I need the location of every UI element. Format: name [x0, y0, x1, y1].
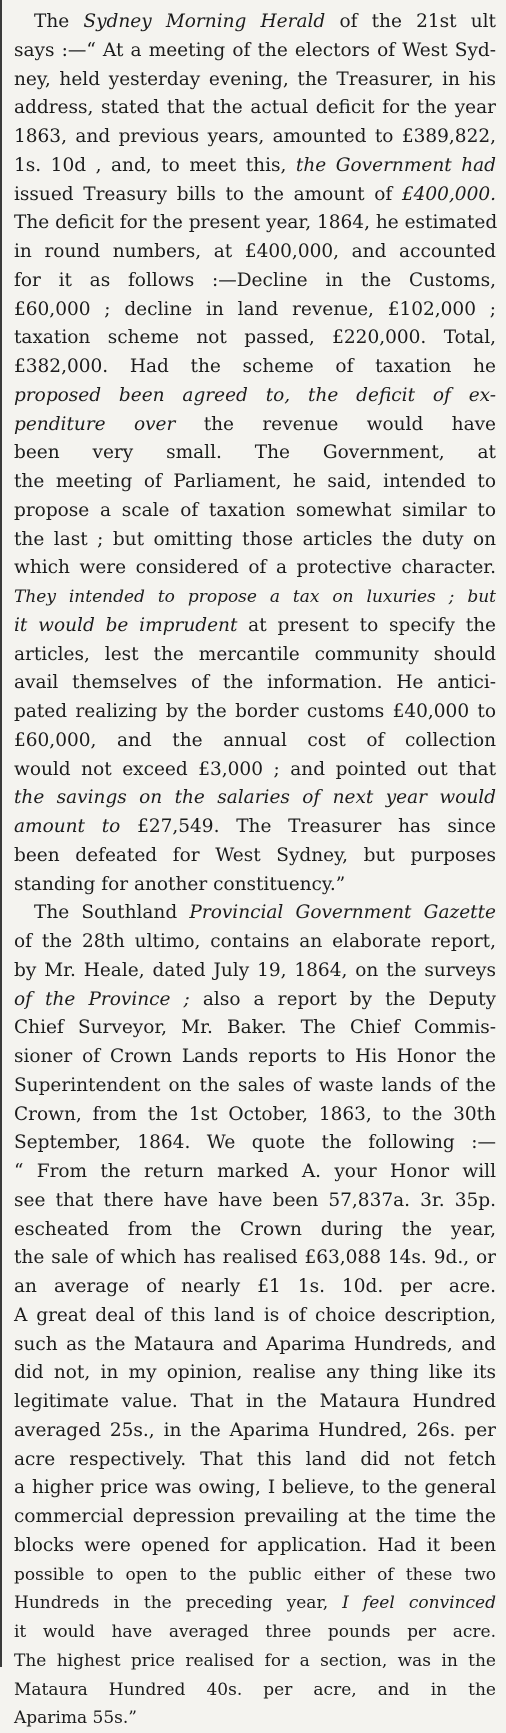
text-line [14, 1703, 496, 1733]
text-run: would not exceed £3,000 ; and pointed out that [14, 758, 496, 780]
text-run: of the 28th ultimo, contains an elaborate report, [14, 931, 496, 952]
text-line [14, 180, 496, 210]
text-run: commercial depression prevailing at the time the [14, 1506, 496, 1527]
text-run: did not, in my opinion, realise any thing like its [14, 1362, 496, 1384]
italic-text: penditure over [14, 413, 176, 435]
text-line [14, 1128, 496, 1158]
text-run: Hundreds in the preceding year, [14, 1593, 343, 1614]
text-run: propose a scale of taxation somewhat similar to [14, 499, 496, 521]
text-run: address, stated that the actual deficit for the year [14, 97, 496, 119]
text-run: standing for another constituency.” [14, 873, 346, 895]
text-line [14, 266, 496, 296]
text-line [14, 927, 496, 957]
text-line [14, 122, 496, 152]
text-line [14, 496, 496, 526]
text-line [14, 1588, 496, 1618]
text-run: The deficit for the present year, 1864, he estimated [14, 212, 498, 234]
italic-text: amount to [14, 816, 121, 837]
text-line [14, 640, 496, 670]
text-run: “ From the return marked A. your Honor will [14, 1161, 496, 1182]
italic-text: proposed been agreed to, the deficit of ex- [14, 384, 496, 406]
text-run: for it as follows :—Decline in the Customs, [14, 269, 496, 291]
text-run: £60,000, and the annual cost of collection [14, 729, 496, 751]
italic-text: the Government had [295, 154, 496, 176]
text-line [14, 1358, 496, 1388]
text-line [14, 410, 496, 440]
text-line [14, 1272, 496, 1302]
text-run: see that there have have been 57,837a. 3r. 35p. [14, 1189, 496, 1211]
text-line [14, 1473, 496, 1503]
text-run: the meeting of Parliament, he said, intended to [14, 471, 496, 492]
text-run: averaged 25s., in the Aparima Hundred, 26s. per [14, 1419, 496, 1441]
text-run: the sale of which has realised £63,088 14s. 9d., or [14, 1247, 496, 1269]
text-line [14, 985, 496, 1015]
text-run: Superintendent on the sales of waste lands of the [14, 1074, 496, 1096]
text-line [14, 553, 496, 583]
text-line [14, 65, 496, 95]
text-run: Aparima 55s.” [14, 1708, 137, 1729]
text-line [14, 352, 496, 382]
text-line [14, 467, 496, 497]
text-line [14, 1186, 496, 1216]
text-run: 1s. 10d , and, to meet this, [14, 154, 296, 176]
text-run: Chief Surveyor, Mr. Baker. The Chief Commis- [14, 1017, 496, 1039]
text-line [14, 1502, 496, 1532]
text-run: possible to open to the public either of these two [14, 1564, 496, 1585]
text-run: avail themselves of the information. He antici- [14, 672, 496, 694]
text-run: an average of nearly £1 1s. 10d. per acre. [14, 1276, 496, 1297]
text-line [14, 93, 496, 123]
text-run: ney, held yesterday evening, the Treasurer, in his [14, 68, 496, 90]
text-run: says :—“ At a meeting of the electors of West Syd- [14, 39, 496, 61]
text-run: The Southland [34, 902, 190, 924]
text-line [14, 1042, 496, 1072]
text-line [14, 438, 496, 468]
text-line [14, 151, 496, 181]
text-line [14, 1416, 496, 1446]
text-line [14, 668, 496, 698]
text-run: acre respectively. That this land did not fetch [14, 1448, 496, 1470]
text-run: of the 21st ult [325, 11, 496, 32]
text-run: articles, lest the mercantile community should [14, 643, 496, 665]
text-line [14, 783, 496, 813]
text-line [14, 697, 496, 727]
article-column [14, 0, 498, 1729]
text-run: blocks were opened for application. Had it been [14, 1534, 496, 1556]
italic-text: Sydney Morning Herald [83, 11, 326, 32]
text-run: the revenue would have [175, 413, 496, 435]
text-line [14, 36, 496, 66]
text-run: £382,000. Had the scheme of taxation he [14, 356, 496, 377]
text-line [14, 1215, 496, 1245]
text-run: by Mr. Heale, dated July 19, 1864, on the surveys [14, 959, 496, 981]
text-run: in round numbers, at £400,000, and accounted [14, 241, 496, 262]
text-run: £60,000 ; decline in land revenue, £102,000 ; [14, 298, 496, 320]
text-run: A great deal of this land is of choice description, [14, 1304, 496, 1326]
text-run: £27,549. The Treasurer has since [120, 816, 496, 837]
text-line [14, 1531, 496, 1561]
text-line [14, 237, 496, 267]
text-run: Mataura Hundred 40s. per acre, and in the [14, 1679, 496, 1700]
text-line [14, 582, 496, 612]
text-line [14, 1646, 496, 1676]
text-run: taxation scheme not passed, £220,000. Total, [14, 327, 496, 349]
text-line [14, 841, 496, 871]
text-line [14, 898, 496, 928]
text-run: Crown, from the 1st October, 1863, to the 30th [14, 1103, 496, 1125]
text-line [14, 870, 496, 900]
text-run: been defeated for West Sydney, but purposes [14, 844, 496, 866]
column-rule [0, 0, 2, 1667]
text-run: which were considered of a protective character. [14, 557, 496, 579]
text-line [14, 1387, 496, 1417]
text-line [14, 381, 496, 411]
text-line [14, 611, 496, 641]
text-line [14, 956, 496, 986]
text-run: sioner of Crown Lands reports to His Honor the [14, 1046, 496, 1067]
text-line [14, 1675, 496, 1705]
text-run: escheated from the Crown during the year, [14, 1218, 496, 1240]
italic-text: of the Province ; [14, 988, 190, 1010]
text-line [14, 1013, 496, 1043]
text-line [14, 1560, 496, 1590]
text-line [14, 1445, 496, 1475]
text-run: pated realizing by the border customs £40,000 to [14, 701, 496, 722]
text-line [14, 1330, 496, 1360]
text-run: been very small. The Government, at [14, 442, 496, 464]
text-line [14, 208, 496, 238]
text-line [14, 755, 496, 785]
text-line [14, 812, 496, 842]
text-run: The [34, 11, 84, 32]
text-run: legitimate value. That in the Mataura Hundred [14, 1391, 496, 1412]
text-run: a higher price was owing, I believe, to the general [14, 1477, 496, 1499]
italic-text: Provincial Government Gazette [189, 902, 496, 924]
text-run: it would have averaged three pounds per acre. [14, 1622, 496, 1642]
italic-text: I feel convinced [342, 1593, 496, 1614]
text-line [14, 726, 496, 756]
text-line [14, 323, 496, 353]
text-run: 1863, and previous years, amounted to £389,822, [14, 126, 496, 147]
text-run: September, 1864. We quote the following :— [14, 1132, 496, 1154]
text-line [14, 1157, 496, 1187]
text-run: the last ; but omitting those articles the duty on [14, 528, 496, 550]
text-line [14, 1617, 496, 1647]
text-line [14, 1071, 496, 1101]
text-run: such as the Mataura and Aparima Hundreds, and [14, 1333, 496, 1355]
text-run: The highest price realised for a section, was in the [14, 1650, 496, 1671]
text-line [14, 1243, 496, 1273]
text-run: at present to specify the [237, 614, 496, 636]
italic-text: £400,000. [401, 183, 496, 205]
italic-text: They intended to propose a tax on luxuries ; but [14, 587, 496, 607]
text-line [14, 1301, 496, 1331]
text-line [14, 525, 496, 555]
italic-text: the savings on the salaries of next year would [14, 787, 496, 809]
italic-text: it would be imprudent [14, 614, 238, 636]
text-run: also a report by the Deputy [189, 988, 496, 1010]
text-run: issued Treasury bills to the amount of [14, 183, 402, 205]
text-line [14, 1100, 496, 1130]
text-line [14, 295, 496, 325]
text-line [14, 7, 496, 37]
